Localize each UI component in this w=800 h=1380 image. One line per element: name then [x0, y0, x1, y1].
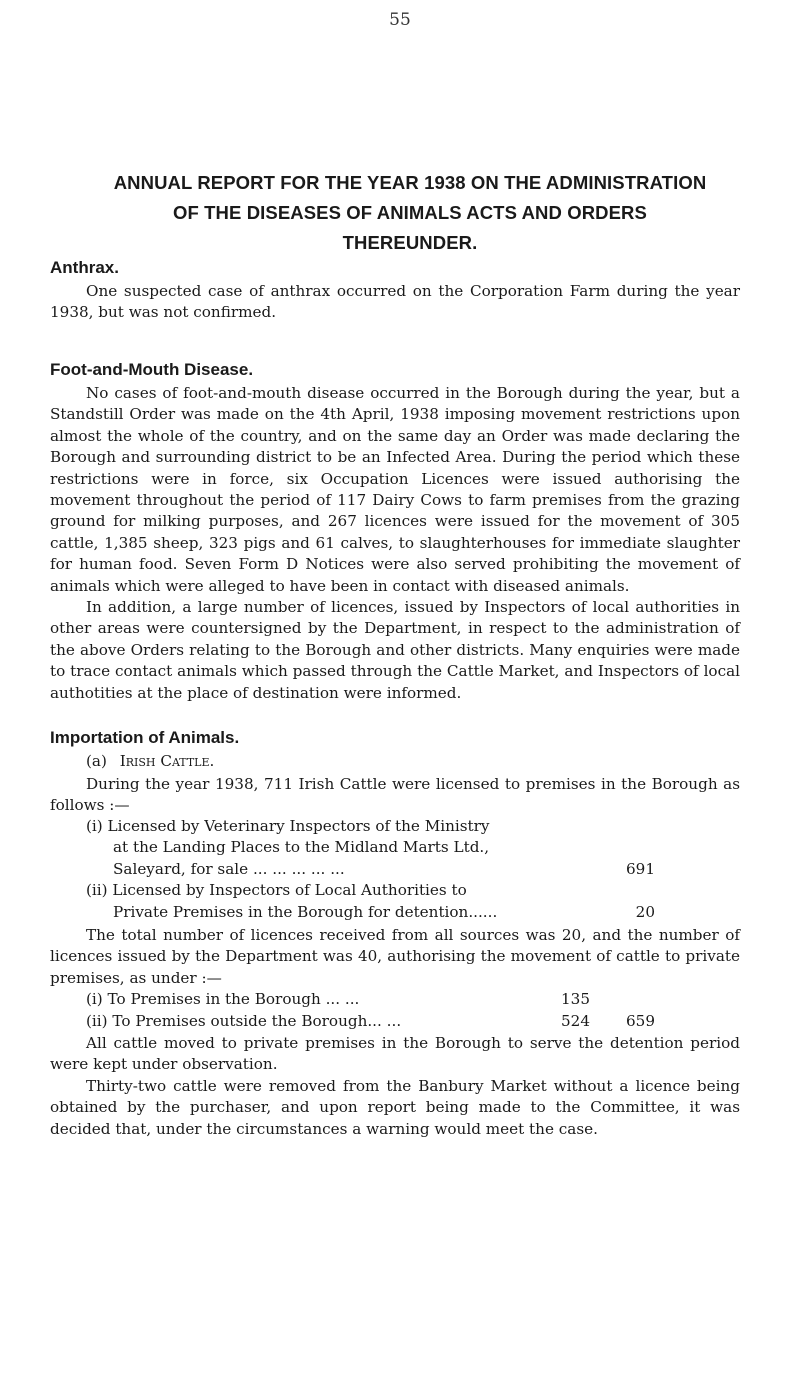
- importation-heading: Importation of Animals.: [50, 728, 240, 747]
- foot-and-mouth-heading: Foot-and-Mouth Disease.: [50, 360, 254, 379]
- item-2-line-1: (ii) Licensed by Inspectors of Local Authorities to: [86, 881, 467, 899]
- anthrax-heading: Anthrax.: [50, 258, 119, 277]
- destination-2-value: 524: [561, 1012, 590, 1030]
- destination-1-label: (i) To Premises in the Borough ... ...: [86, 990, 360, 1008]
- licences-total-paragraph: The total number of licences received from all sources was 20, and the number of licences issued by the Department was 40, authorising the movement of cattle to private premises, as under :—: [50, 926, 740, 987]
- banbury-paragraph: Thirty-two cattle were removed from the Banbury Market without a licence being obtained by the purchaser, and upon report being made to the Committee, it was decided that, under the circumstances a warning would meet the case.: [50, 1077, 740, 1138]
- item-2-value: 20: [635, 903, 655, 921]
- subsection-label: (a): [86, 752, 107, 770]
- irish-cattle-intro: During the year 1938, 711 Irish Cattle were licensed to premises in the Borough as follows :—: [50, 775, 740, 815]
- destination-2-label: (ii) To Premises outside the Borough... ...: [86, 1012, 402, 1030]
- item-1-line-2: at the Landing Places to the Midland Marts Ltd.,: [113, 838, 490, 856]
- subsection-title: Irish Cattle.: [119, 752, 215, 770]
- title-line-3: THEREUNDER.: [342, 232, 478, 253]
- detention-paragraph: All cattle moved to private premises in the Borough to serve the detention period were kept under observation.: [50, 1034, 740, 1074]
- foot-and-mouth-paragraph-2: In addition, a large number of licences, issued by Inspectors of local authorities in other areas were countersigned by the Department, in respect to the administration of the above Orders relating to the Borough and other districts. Many enquiries were made to trace contact animals which passed through the Cattle Market, and Inspectors of local authotities at the place of destination were informed.: [50, 598, 740, 702]
- report-title: [85, 168, 735, 258]
- anthrax-paragraph: One suspected case of anthrax occurred on the Corporation Farm during the year 1938, but was not confirmed.: [50, 282, 740, 322]
- title-line-1: ANNUAL REPORT FOR THE YEAR 1938 ON THE ADMINISTRATION: [113, 172, 707, 193]
- page-number: 55: [389, 10, 411, 30]
- destination-1-value: 135: [561, 990, 590, 1008]
- item-2-line-2: Private Premises in the Borough for detention......: [113, 903, 498, 921]
- foot-and-mouth-paragraph-1: No cases of foot-and-mouth disease occurred in the Borough during the year, but a Standstill Order was made on the 4th April, 1938 imposing movement restrictions upon almost the whole of the country, and on the same day an Order was made declaring the Borough and surrounding district to be an Infected Area. During the period which these restrictions were in force, six Occupation Licences were issued authorising the movement throughout the period of 117 Dairy Cows to farm premises from the grazing ground for milking purposes, and 267 licences were issued for the movement of 305 cattle, 1,385 sheep, 323 pigs and 61 calves, to slaughterhouses for immediate slaughter for human food. Seven Form D Notices were also served prohibiting the movement of animals which were alleged to have been in contact with diseased animals.: [50, 384, 740, 595]
- destination-total: 659: [626, 1012, 655, 1030]
- item-1-value: 691: [626, 860, 655, 878]
- item-1-line-1: (i) Licensed by Veterinary Inspectors of the Ministry: [86, 817, 490, 835]
- title-line-2: OF THE DISEASES OF ANIMALS ACTS AND ORDERS: [173, 202, 647, 223]
- item-1-line-3: Saleyard, for sale ... ... ... ... ...: [113, 860, 345, 878]
- irish-cattle-subheading: [86, 752, 214, 770]
